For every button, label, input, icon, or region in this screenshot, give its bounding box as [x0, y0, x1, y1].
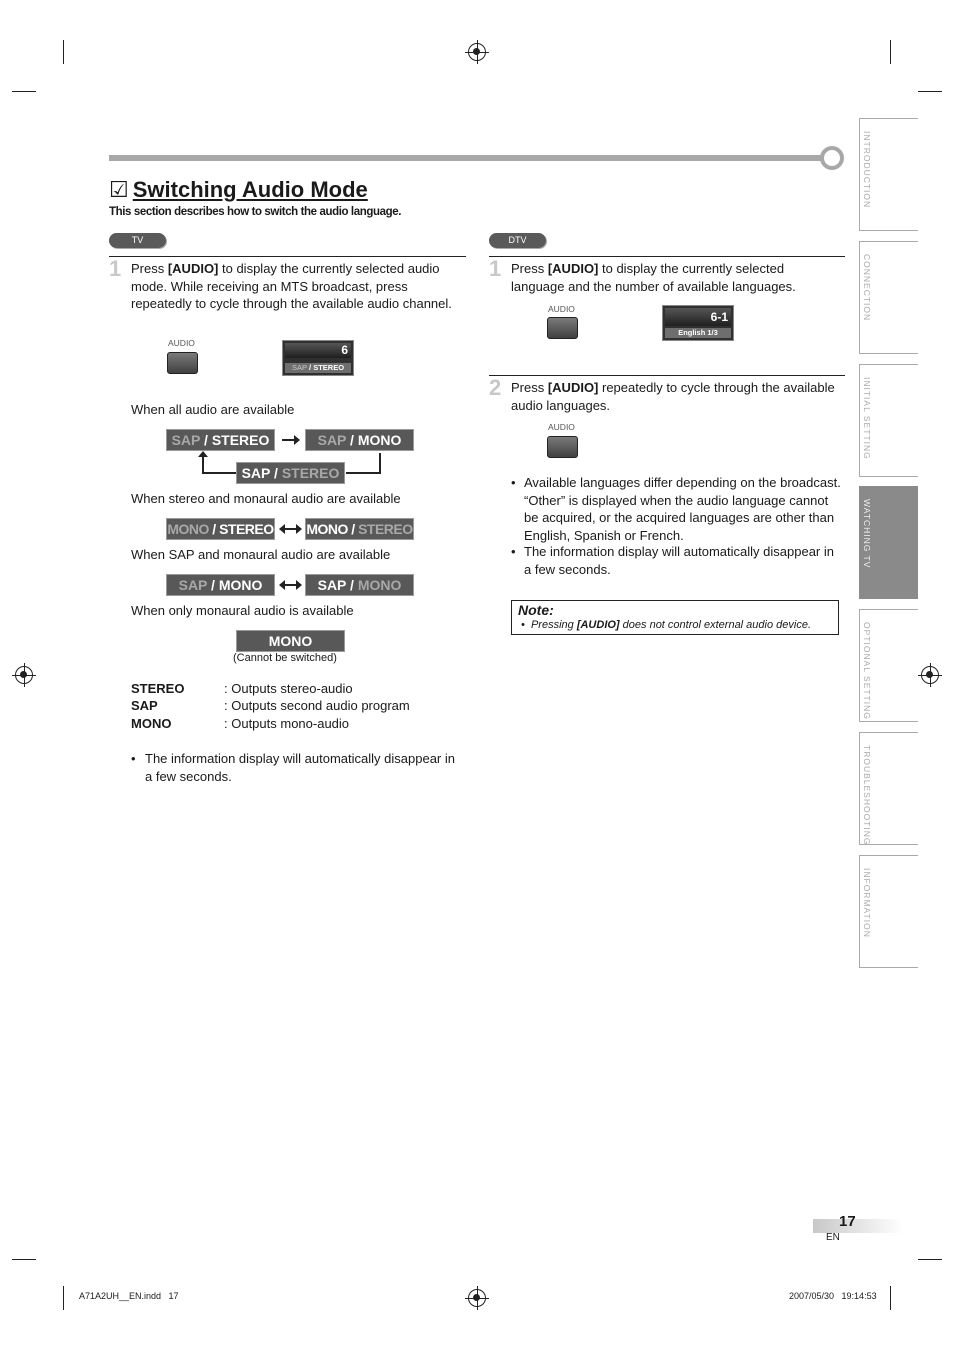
mode-box: MONO / STEREO — [305, 518, 414, 540]
sidebar-tab-connection[interactable]: CONNECTION — [859, 241, 918, 354]
crop-mark — [890, 40, 891, 64]
step-number: 1 — [109, 256, 122, 281]
audio-button-icon — [547, 317, 578, 339]
def-key: STEREO — [131, 681, 185, 696]
step-number: 2 — [489, 375, 502, 400]
audio-button-icon — [167, 352, 198, 374]
crop-mark — [12, 91, 36, 92]
case-label: When SAP and monaural audio are available — [131, 547, 391, 562]
tv-osd-display — [282, 340, 354, 376]
case-label: When stereo and monaural audio are available — [131, 491, 401, 506]
page-number: 17 — [839, 1213, 856, 1230]
mode-box: SAP / STEREO — [236, 462, 345, 484]
tv-bullet: The information display will automatically disappear in a few seconds. — [145, 751, 455, 784]
step-number: 1 — [489, 256, 502, 281]
bullet-dot: • — [511, 475, 516, 490]
mode-box: MONO — [236, 630, 345, 652]
page-number-bar — [813, 1219, 903, 1233]
audio-button-icon — [547, 436, 578, 458]
arrow-head-icon — [279, 580, 285, 590]
page-title: ☑ Switching Audio Mode — [109, 177, 368, 202]
footer-timestamp: 2007/05/30 19:14:53 — [789, 1291, 877, 1301]
sidebar-tab-optional-setting[interactable]: OPTIONAL SETTING — [859, 609, 918, 722]
def-value: : Outputs stereo-audio — [224, 681, 353, 696]
bullet-dot: • — [511, 544, 516, 559]
sidebar-tab-troubleshooting[interactable]: TROUBLESHOOTING — [859, 732, 918, 845]
note-text: • Pressing [AUDIO] does not control external audio device. — [521, 619, 812, 631]
def-key: MONO — [131, 716, 172, 731]
def-key: SAP — [131, 698, 158, 713]
bullet-dot: • — [131, 751, 136, 766]
dtv-badge: DTV — [489, 233, 546, 248]
registration-mark-icon — [921, 666, 939, 684]
osd-channel: 6 — [285, 343, 351, 358]
sidebar-tab-introduction[interactable]: INTRODUCTION — [859, 118, 918, 231]
divider — [109, 256, 466, 257]
sidebar-tab-watching-tv[interactable]: WATCHING TV — [859, 486, 918, 599]
dtv-osd-display — [662, 305, 734, 341]
mode-box: MONO / STEREO — [166, 518, 275, 540]
crop-mark — [12, 1259, 36, 1260]
arrow-head-icon — [296, 524, 302, 534]
registration-mark-icon — [468, 1289, 486, 1307]
dtv-step2-text: Press [AUDIO] repeatedly to cycle through the available audio languages. — [511, 380, 835, 413]
arrow-head-icon — [198, 451, 208, 457]
crop-mark — [890, 1286, 891, 1310]
arrow-head-icon — [279, 524, 285, 534]
crop-mark — [63, 40, 64, 64]
osd-audio-mode: SAP / STEREO — [285, 363, 351, 373]
checkbox-icon: ☑ — [109, 177, 129, 202]
case-label: When all audio are available — [131, 402, 295, 417]
osd-language: English 1/3 — [665, 328, 731, 338]
divider — [489, 375, 845, 376]
note-title: Note: — [518, 602, 554, 618]
mode-box: SAP / MONO — [305, 574, 414, 596]
sidebar-tab-information[interactable]: INFORMATION — [859, 855, 918, 968]
footer-file: A71A2UH__EN.indd 17 — [79, 1291, 179, 1301]
loop-arrow-icon — [346, 453, 381, 474]
divider — [489, 256, 845, 257]
mode-box: SAP / STEREO — [166, 429, 275, 451]
dtv-bullet: Available languages differ depending on the broadcast. “Other” is displayed when the audio language cannot be acquired, or the acquired languages are other than English, Spanish or French. — [524, 475, 841, 543]
registration-mark-icon — [15, 666, 33, 684]
dtv-step1-text: Press [AUDIO] to display the currently selected language and the number of available languages. — [511, 261, 796, 294]
case-label: When only monaural audio is available — [131, 603, 354, 618]
audio-button-label: AUDIO — [548, 304, 575, 314]
crop-mark — [918, 1259, 942, 1260]
def-value: : Outputs mono-audio — [224, 716, 350, 731]
registration-mark-icon — [468, 43, 486, 61]
page-subtitle: This section describes how to switch the audio language. — [109, 206, 401, 218]
audio-button-label: AUDIO — [168, 338, 195, 348]
note-box — [511, 600, 839, 635]
crop-mark — [63, 1286, 64, 1310]
arrow-head-icon — [296, 580, 302, 590]
header-circle — [820, 146, 844, 170]
language-code: EN — [826, 1232, 840, 1243]
tv-badge: TV — [109, 233, 166, 248]
cannot-switch-note: (Cannot be switched) — [233, 652, 337, 664]
mode-box: SAP / MONO — [166, 574, 275, 596]
osd-channel: 6-1 — [665, 308, 731, 326]
sidebar-tab-initial-setting[interactable]: INITIAL SETTING — [859, 364, 918, 477]
mode-box: SAP / MONO — [305, 429, 414, 451]
arrow-head-icon — [294, 435, 300, 445]
dtv-bullet: The information display will automatically disappear in a few seconds. — [524, 544, 834, 577]
audio-button-label: AUDIO — [548, 422, 575, 432]
header-rule — [109, 155, 821, 161]
tv-step1-text: Press [AUDIO] to display the currently selected audio mode. While receiving an MTS broadcast, press repeatedly to cycle through the available audio channel. — [131, 261, 452, 311]
crop-mark — [918, 91, 942, 92]
def-value: : Outputs second audio program — [224, 698, 410, 713]
